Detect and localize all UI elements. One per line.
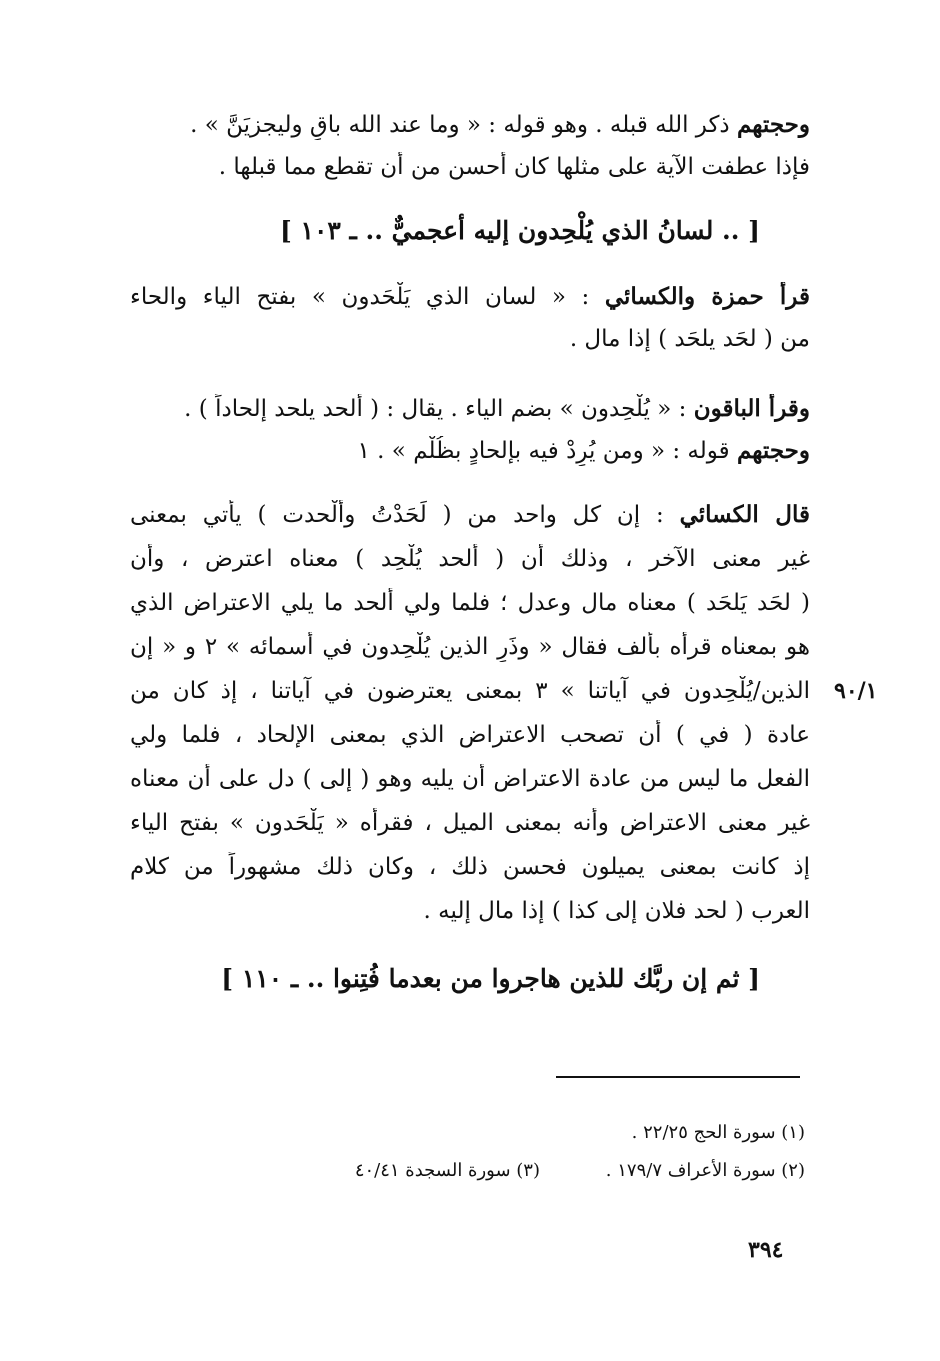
paragraph-4-line-4: هو بمعناه قرأه بألف فقال « وذَرِ الذين يُلْحِدون في أسمائه » ٢ و « إن	[130, 634, 810, 660]
paragraph-4-line-3: ( لحَد يَلحَد ) معناه مال وعدل ؛ فلما ولي ألحد ما يلي الاعتراض الذي	[130, 590, 810, 616]
paragraph-4-line-10: العرب ( لحد فلان إلى كذا ) إذا مال إليه .	[423, 898, 810, 924]
verse-heading-103: [ .. لسانُ الذي يُلْحِدون إليه أعجميٌّ .. ـ ١٠٣ ]	[279, 216, 760, 245]
line-text: : « لسان الذي يَلْحَدون » بفتح الياء والحاء	[130, 284, 605, 310]
footnote-divider	[556, 1076, 800, 1078]
bold-lead: وحجتهم	[736, 111, 810, 138]
paragraph-4-line-6: عادة ( في ) أن تصحب الاعتراض الذي بمعنى الإلحاد ، فلما ولي	[130, 722, 810, 748]
paragraph-4-line-7: الفعل ما ليس من عادة الاعتراض أن يليه وهو ( إلى ) دل على أن معناه	[130, 766, 810, 792]
paragraph-4-line-8: غير معنى الاعتراض وأنه بمعنى الميل ، فقرأه « يَلْحَدون » بفتح الياء	[130, 810, 810, 836]
paragraph-2-line-1	[130, 282, 810, 312]
bold-lead: وقرأ الباقون	[693, 395, 810, 422]
page-number: ٣٩٤	[748, 1237, 784, 1263]
bold-lead: قال الكسائي	[679, 501, 810, 528]
footnote-3: (٣) سورة السجدة ٤٠/٤١	[354, 1160, 540, 1181]
manuscript-folio-ref: ٩٠/١	[834, 678, 878, 704]
paragraph-2-line-2: من ( لحَد يلحَد ) إذا مال .	[569, 326, 810, 352]
footnote-1: (١) سورة الحج ٢٢/٢٥ .	[631, 1122, 805, 1143]
bold-lead: قرأ حمزة والكسائي	[604, 283, 810, 310]
paragraph-3-line-2	[130, 436, 810, 466]
line-text: : إن كل واحد من ( لَحَدْتُ وألْحدت ) يأتي بمعنى	[130, 502, 680, 528]
paragraph-4-line-9: إذ كانت بمعنى يميلون فحسن ذلك ، وكان ذلك مشهوراً من كلام	[130, 854, 810, 880]
footnote-2: (٢) سورة الأعراف ١٧٩/٧ .	[605, 1160, 805, 1181]
paragraph-4-line-1	[130, 500, 810, 530]
verse-heading-110: [ ثم إن ربَّك للذين هاجروا من بعدما فُتِنوا .. ـ ١١٠ ]	[221, 964, 760, 993]
paragraph-3-line-1	[130, 394, 810, 424]
paragraph-4-line-2: غير معنى الآخر ، وذلك أن ( ألحد يُلْحِد ) معناه اعترض ، وأن	[130, 546, 810, 572]
paragraph-1-line-1	[130, 110, 810, 140]
bold-lead: وحجتهم	[736, 437, 810, 464]
paragraph-4-line-5: الذين/يُلْحِدون في آياتنا » ٣ بمعنى يعترضون في آياتنا ، إذ كان من	[130, 678, 810, 704]
paragraph-1-line-2: فإذا عطفت الآية على مثلها كان أحسن من أن تقطع مما قبلها .	[218, 154, 810, 180]
line-text: ذكر الله قبله . وهو قوله : « وما عند الله باقٍ وليجزيَنَّ » .	[190, 112, 737, 138]
line-text: قوله : « ومن يُرِدْ فيه بإلحادٍ بظُلْم » . ١	[357, 438, 737, 464]
line-text: : « يُلْحِدون » بضم الياء . يقال : ( ألحد يلحد إلحاداً ) .	[184, 396, 694, 422]
